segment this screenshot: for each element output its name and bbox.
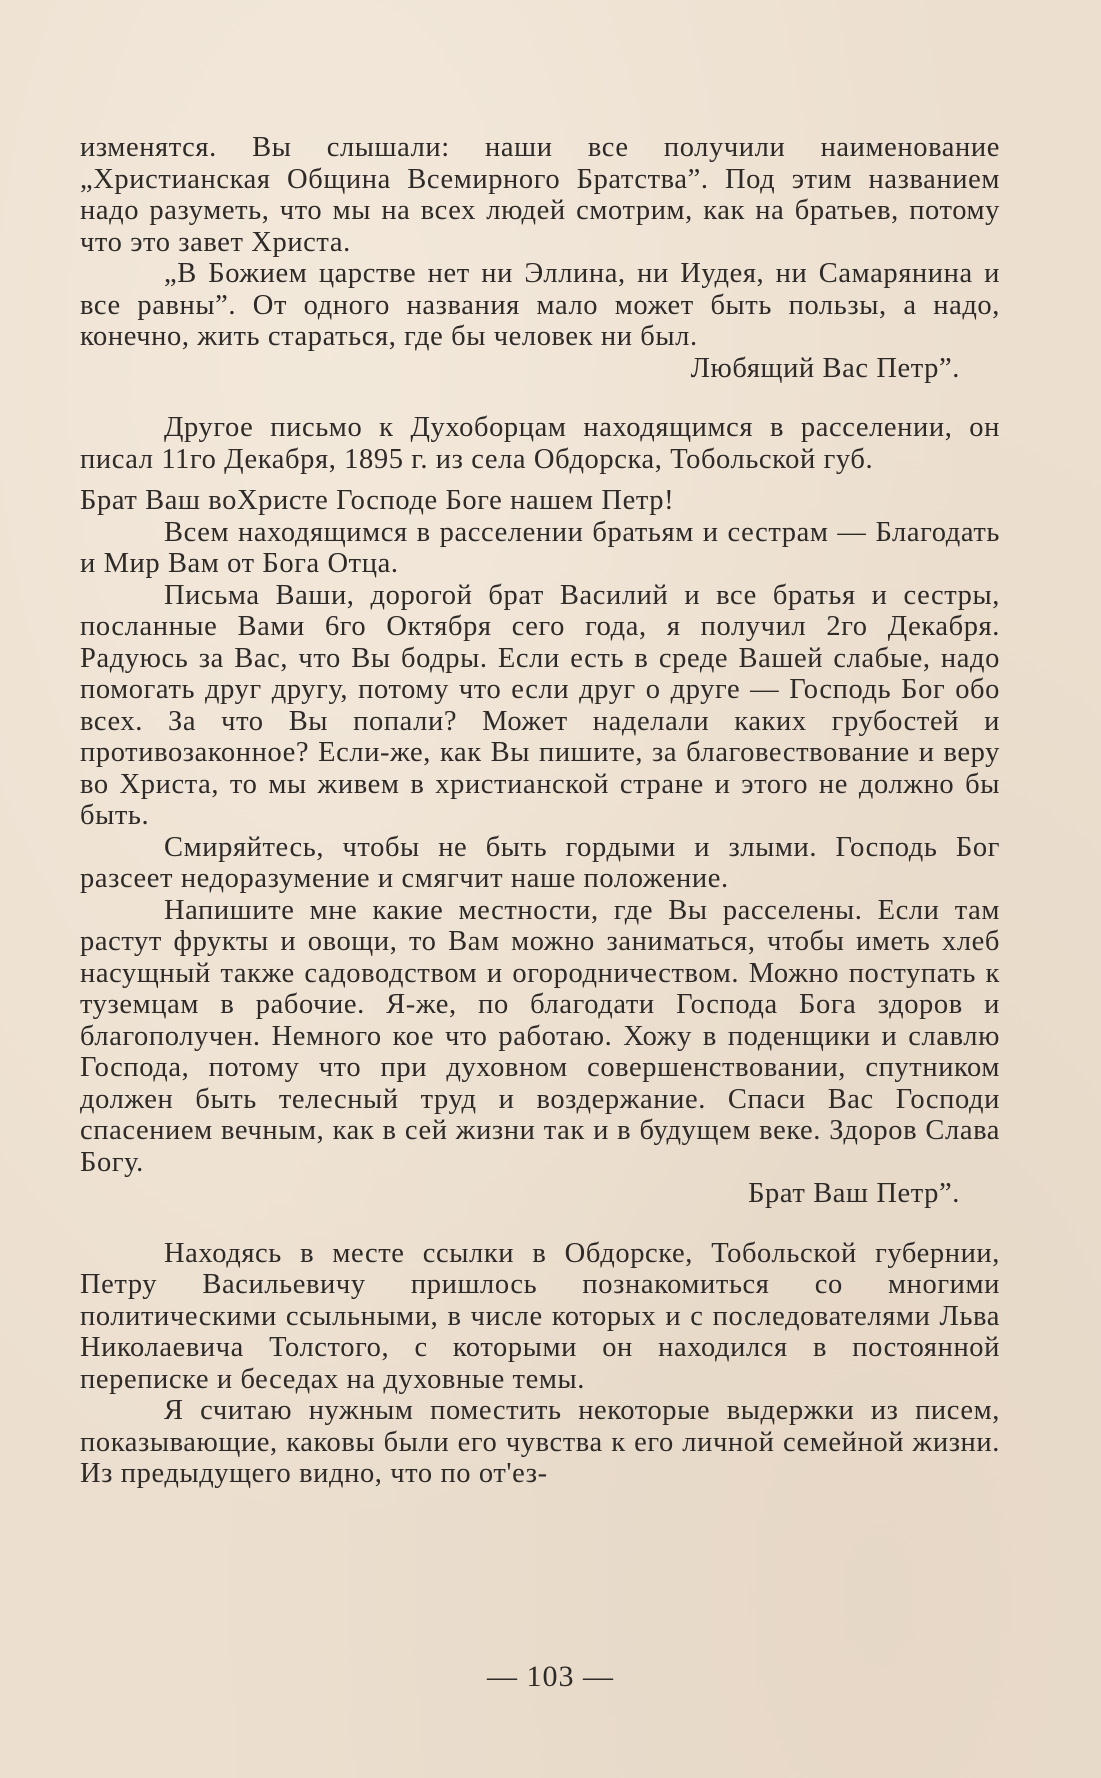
- paragraph-second-letter-intro: Другое письмо к Духоборцам находящимся в расселении, он писал 11го Декабря, 1895 г. из села Обдорска, Тобольской губ.: [80, 412, 1000, 475]
- paragraph-quote: „В Божием царстве нет ни Эллина, ни Иудея, ни Самарянина и все равны”. От одного названия мало может быть пользы, а надо, конечно, жить стараться, где бы человек ни был.: [80, 258, 1000, 352]
- paragraph-humility: Смиряйтесь, чтобы не быть гордыми и злыми. Господь Бог разсеет недоразумение и смягчит наше положение.: [80, 831, 1000, 894]
- page-number: — 103 —: [487, 1660, 614, 1693]
- paragraph-salutation: Всем находящимся в расселении братьям и сестрам — Благодать и Мир Вам от Бога Отца.: [80, 516, 1000, 579]
- paragraph-advice: Напишите мне какие местности, где Вы расселены. Если там растут фрукты и овощи, то Вам можно заниматься, чтобы иметь хлеб насущный также садоводством и огородничеством. Можно поступать к туземцам в рабочие. Я-же, по благодати Господа Бога здоров и благополучен. Немного кое что работаю. Хожу в поденщики и славлю Господа, потому что при духовном совершенствовании, спутником должен быть телесный труд и воздержание. Спаси Вас Господи спасением вечным, как в сей жизни так и в будущем веке. Здоров Слава Богу.: [80, 894, 1000, 1178]
- paragraph-exile: Находясь в месте ссылки в Обдорске, Тобольской губернии, Петру Васильевичу пришлось познакомиться со многими политическими ссыльными, в числе которых и с последователями Льва Николаевича Толстого, с которыми он находился в постоянной переписке и беседах на духовные темы.: [80, 1237, 1000, 1395]
- letter-signature: Любящий Вас Петр”.: [690, 352, 960, 384]
- letter-greeting: Брат Ваш воХристе Господе Боге нашем Петр!: [80, 485, 675, 516]
- paragraph-letter-body: Письма Ваши, дорогой брат Василий и все братья и сестры, посланные Вами 6го Октября сего года, я получил 2го Декабря. Радуюсь за Вас, что Вы бодры. Если есть в среде Вашей слабые, надо помогать друг другу, потому что если друг о друге — Господь Бог обо всех. За что Вы попали? Может наделали каких грубостей и противозаконное? Если-же, как Вы пишите, за благовествование и веру во Христа, то мы живем в христианской стране и этого не должно бы быть.: [80, 579, 1000, 831]
- paragraph-excerpts: Я считаю нужным поместить некоторые выдержки из писем, показывающие, каковы были его чувства к его личной семейной жизни. Из предыдущего видно, что по от'ез-: [80, 1395, 1000, 1489]
- letter-signature-2: Брат Ваш Петр”.: [748, 1178, 960, 1209]
- page-text: [80, 132, 1000, 1490]
- paragraph-continuation: изменятся. Вы слышали: наши все получили наименование „Христианская Община Всемирного Братства”. Под этим названием надо разуметь, что мы на всех людей смотрим, как на братьев, потому что это завет Христа.: [80, 132, 1000, 258]
